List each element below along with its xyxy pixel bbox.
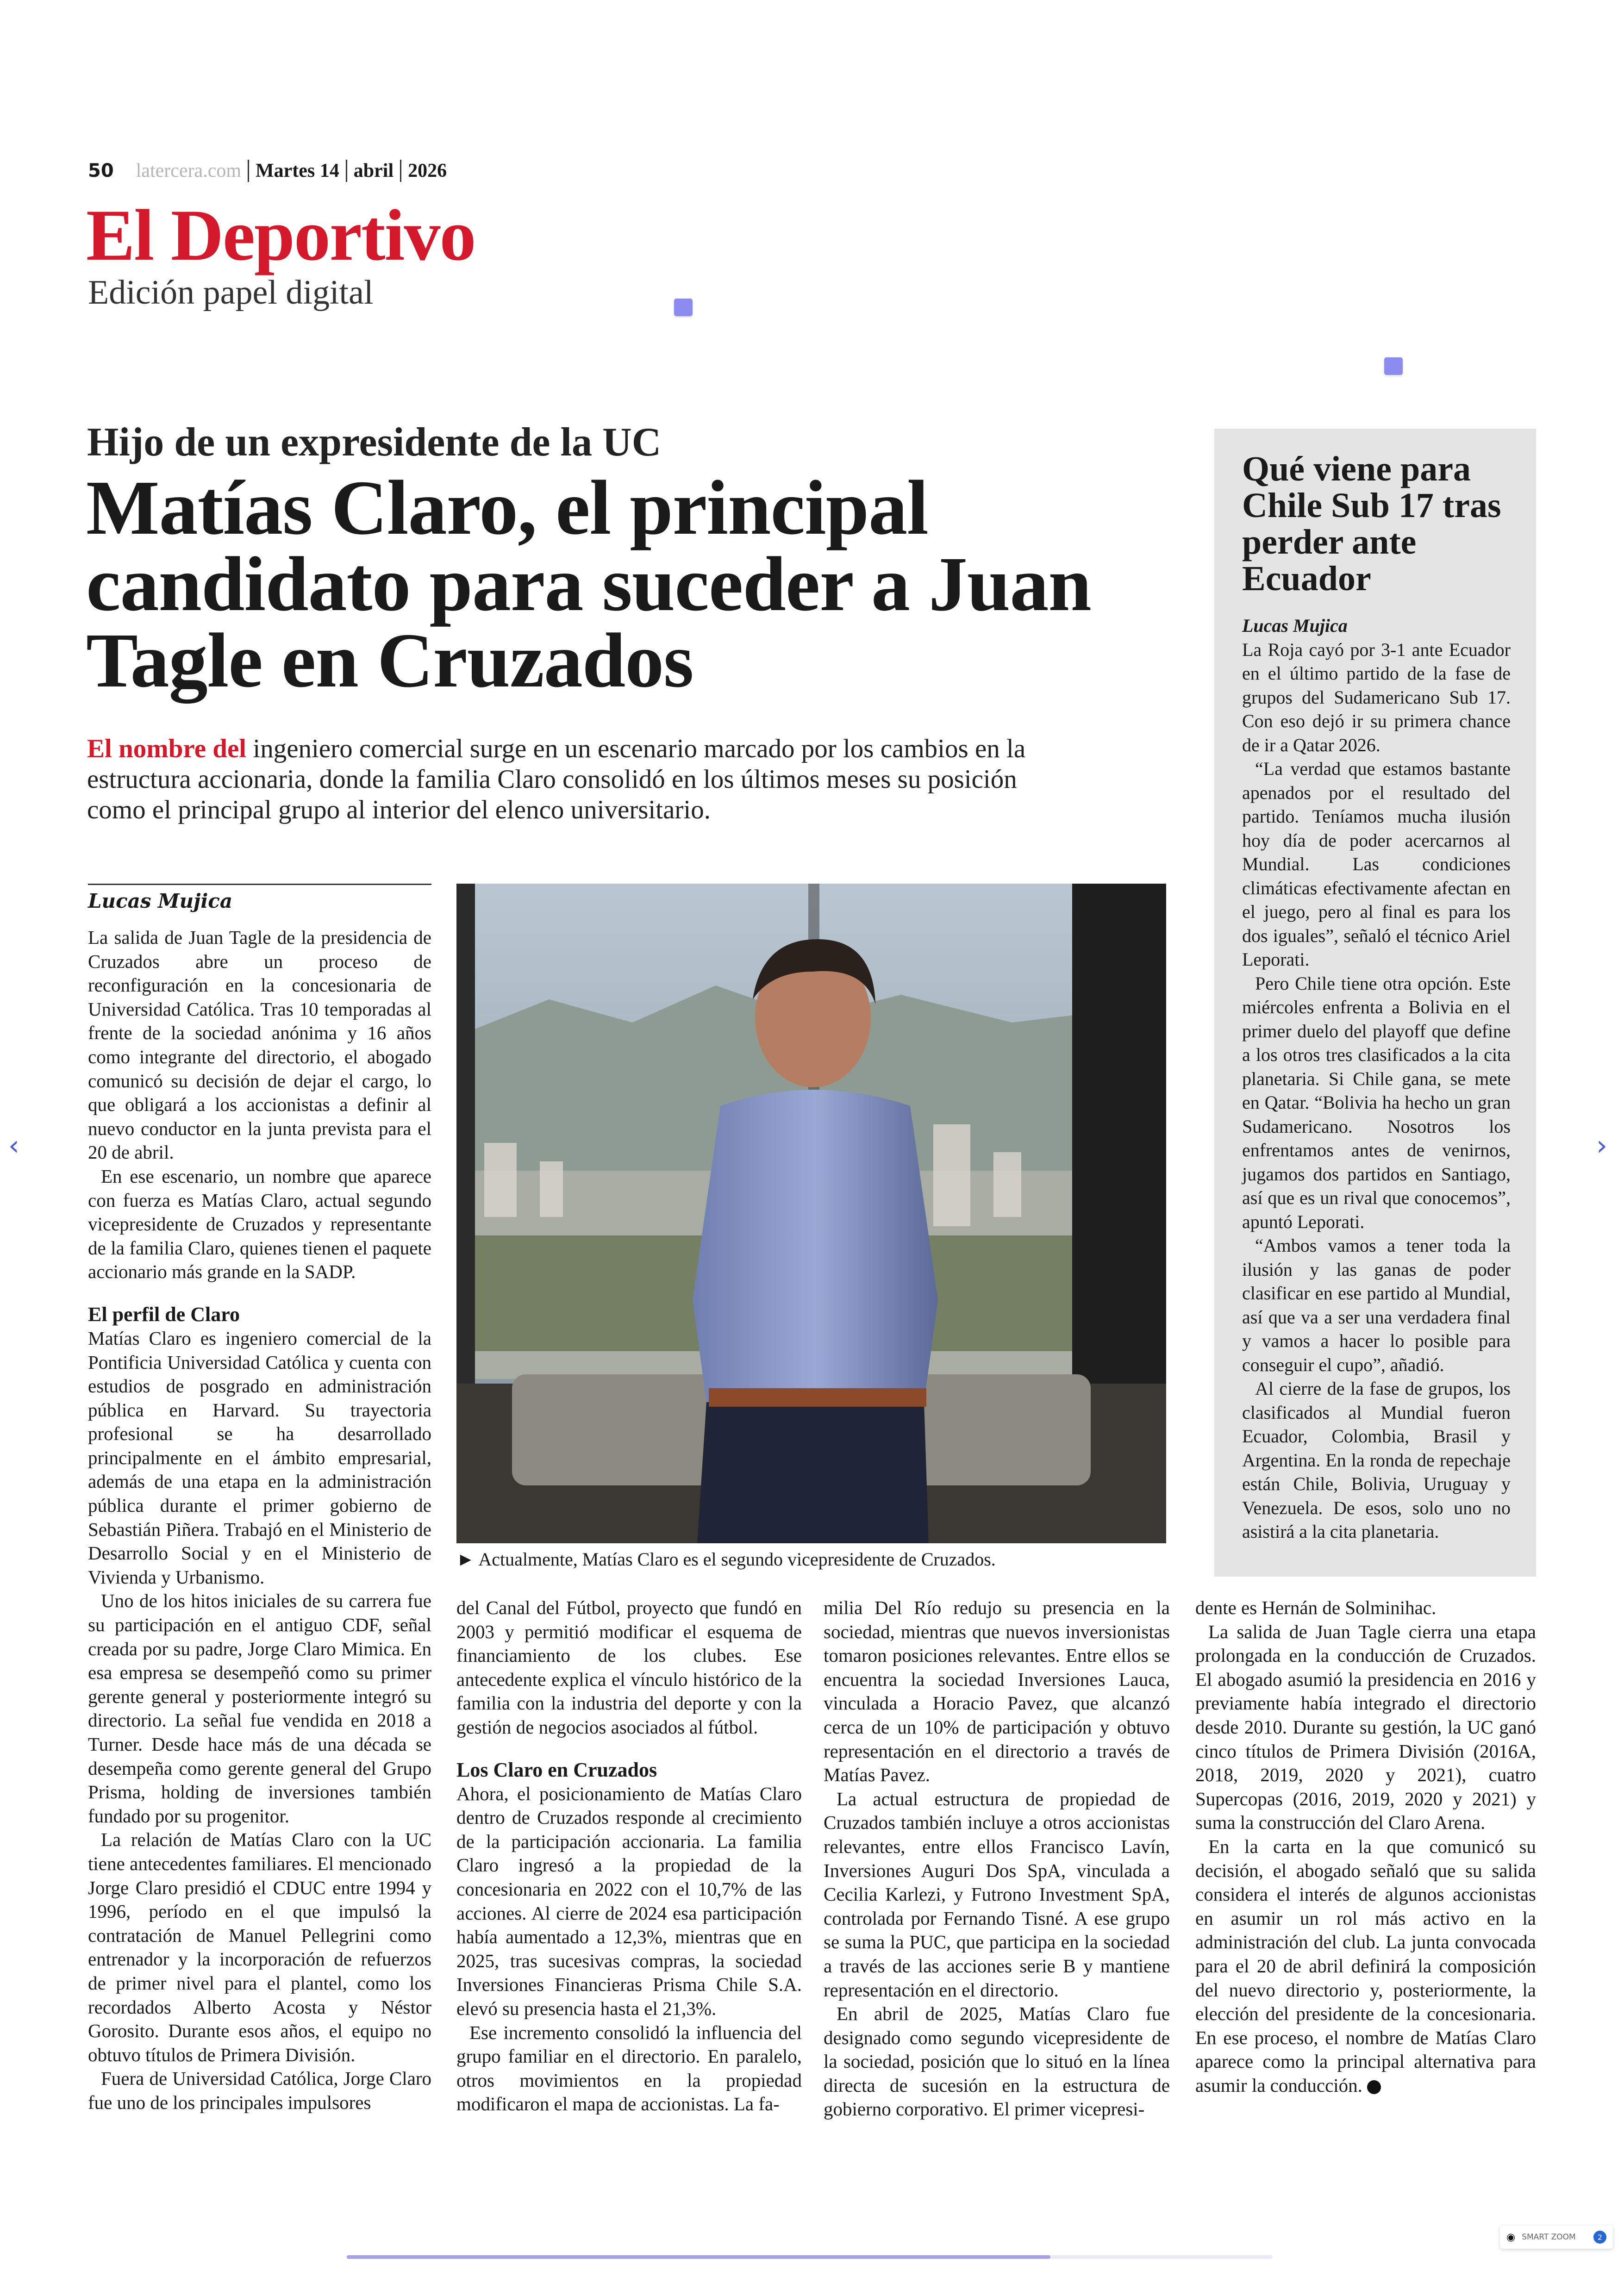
- paragraph: Ahora, el posicionamiento de Matías Claro dentro de Cruzados responde al crecimiento de la participación accionaria. La familia Claro ingresó a la propiedad de la concesionaria en 2022 con el 10,7% de las acciones. Al cierre de 2024 esa participación había aumentado a 12,3%, mientras que en 2025, tras sucesivas compras, la sociedad Inversiones Financieras Prisma Chile S.A. elevó su presencia hasta el 21,3%.: [456, 1783, 802, 2019]
- article-photo: [456, 884, 1166, 1543]
- sidebar-body: [1242, 614, 1511, 1544]
- paragraph: La salida de Juan Tagle cierra una etapa prolongada en la conducción de Cruzados. El abogado asumió la presidencia en 2016 y previamente había integrado el directorio desde 2010. Durante su gestión, la UC ganó cinco títulos de Primera División (2016A, 2018, 2019, 2020 y 2021), cuatro Supercopas (2016, 2019, 2020 y 2021) y suma la construcción del Claro Arena.: [1195, 1621, 1536, 1834]
- article-kicker: Hijo de un expresidente de la UC: [87, 420, 662, 465]
- paragraph: “La verdad que estamos bastante apenados por el resultado del partido. Teníamos mucha ilusión hoy día de poder acercarnos al Mundial. Las condiciones climáticas efectivamente afectan en el juego, pero al final es para los dos iguales”, señaló el técnico Ariel Leporati.: [1242, 758, 1511, 970]
- paragraph: Uno de los hitos iniciales de su carrera fue su participación en el antiguo CDF, señal creada por su padre, Jorge Claro Mimica. En esa empresa se desempeñó como su primer gerente general y posteriormente integró su directorio. La señal fue vendida en 2018 a Turner. Desde hace más de una década se desempeña como gerente general del Grupo Prisma, holding de inversiones también fundado por su progenitor.: [88, 1590, 431, 1827]
- paragraph-text: En la carta en la que comunicó su decisión, el abogado señaló que su salida considera el interés de algunos accionistas en asumir un rol más activo en la administración del club. La junta convocada para el 20 de abril definirá la composición del nuevo directorio y, posteriormente, la elección del presidente de la concesionaria. En ese proceso, el nombre de Matías Claro aparece como la principal alternativa para asumir la conducción.: [1195, 1835, 1536, 2096]
- deck-lead: El nombre del: [87, 734, 247, 763]
- sidebar-title: Qué viene para Chile Sub 17 tras perder ante Ecuador: [1242, 449, 1501, 598]
- photo-caption: ► Actualmente, Matías Claro es el segundo vicepresidente de Cruzados.: [456, 1549, 996, 1570]
- article-deck: [87, 734, 1050, 825]
- paragraph: Ese incremento consolidó la influencia del grupo familiar en el directorio. En paralelo, otros movimientos en la propiedad modificaron el mapa de accionistas. La fa-: [456, 2021, 802, 2115]
- deck-text: ingeniero comercial surge en un escenario marcado por los cambios en la estructura accionaria, donde la familia Claro consolidó en los últimos meses su posición como el principal grupo al interior del elenco universitario.: [87, 734, 1026, 824]
- sidebar-byline: Lucas Mujica: [1242, 615, 1348, 636]
- paragraph: Fuera de Universidad Católica, Jorge Claro fue uno de los principales impulsores: [88, 2068, 431, 2113]
- smart-zoom-label: SMART ZOOM: [1522, 2233, 1576, 2242]
- site-name: latercera.com: [136, 160, 249, 182]
- paragraph: En abril de 2025, Matías Claro fue designado como segundo vicepresidente de la sociedad, posición que lo situó en la línea directa de sucesión en la estructura de gobierno corporativo. El primer vicepresi-: [824, 2003, 1170, 2120]
- eye-icon: ◉: [1506, 2231, 1516, 2243]
- article-column-1: [88, 926, 431, 2115]
- article-column-2: [456, 1596, 802, 2116]
- section-logo: El Deportivo: [86, 195, 475, 276]
- sidebar-box: [1214, 429, 1536, 1577]
- article-byline: Lucas Mujica: [88, 884, 431, 912]
- article-column-4: [1195, 1596, 1536, 2097]
- chevron-right-icon[interactable]: ›: [1596, 1129, 1607, 1162]
- article-headline: Matías Claro, el principal candidato para suceder a Juan Tagle en Cruzados: [86, 465, 1091, 704]
- paragraph: La relación de Matías Claro con la UC tiene antecedentes familiares. El mencionado Jorge Claro presidió el CDUC entre 1994 y 1996, período en el que impulsó la contratación de Manuel Pellegrini como entrenador y la incorporación de refuerzos de primer nivel para el plantel, como los recordados Alberto Acosta y Néstor Gorosito. Durante esos años, el equipo no obtuvo títulos de Primera División.: [88, 1829, 431, 2065]
- date-month: abril: [347, 160, 401, 182]
- chevron-left-icon[interactable]: ‹: [8, 1129, 19, 1162]
- scrollbar-thumb[interactable]: [347, 2255, 1050, 2259]
- paragraph: Matías Claro es ingeniero comercial de la Pontificia Universidad Católica y cuenta con estudios de posgrado en administración pública en Harvard. Su trayectoria profesional se ha desarrollado principalmente en el ámbito empresarial, además de una etapa en la administración pública durante el primer gobierno de Sebastián Piñera. Trabajó en el Ministerio de Desarrollo Social y en el Ministerio de Vivienda y Urbanismo.: [88, 1327, 431, 1588]
- paragraph: “Ambos vamos a tener toda la ilusión y las ganas de poder clasificar en ese partido al Mundial, así que va a ser una verdadera final y vamos a hacer lo posible para conseguir el cupo”, añadió.: [1242, 1235, 1511, 1375]
- date-year: 2026: [408, 160, 447, 181]
- paragraph: dente es Hernán de Solminihac.: [1195, 1597, 1437, 1618]
- annotation-pin-icon[interactable]: [1384, 357, 1403, 375]
- subheading: Los Claro en Cruzados: [456, 1758, 657, 1781]
- smart-zoom-button[interactable]: [1500, 2226, 1613, 2249]
- folio: [88, 160, 453, 182]
- end-mark-icon: [1367, 2080, 1381, 2094]
- article-column-3: [824, 1596, 1170, 2121]
- page-number: 50: [88, 160, 114, 181]
- annotation-pin-icon[interactable]: [674, 299, 693, 316]
- date-day: Martes 14: [249, 160, 347, 182]
- paragraph: Al cierre de la fase de grupos, los clasificados al Mundial fueron Ecuador, Colombia, Brasil y Argentina. En la ronda de repechaje están Chile, Bolivia, Uruguay y Venezuela. De esos, solo uno no asistirá a la cita planetaria.: [1242, 1378, 1511, 1542]
- paragraph: La Roja cayó por 3-1 ante Ecuador en el último partido de la fase de grupos del Sudamericano Sub 17. Con eso dejó ir su primera chance de ir a Qatar 2026.: [1242, 639, 1511, 755]
- edition-label: Edición papel digital: [88, 274, 374, 312]
- portrait-image: [456, 884, 1166, 1543]
- paragraph: del Canal del Fútbol, proyecto que fundó en 2003 y permitió modificar el esquema de financiamiento de los clubes. Ese antecedente explica el vínculo histórico de la familia con la industria del deporte y con la gestión de negocios asociados al fútbol.: [456, 1597, 802, 1738]
- paragraph: La salida de Juan Tagle de la presidencia de Cruzados abre un proceso de reconfiguración en la concesionaria de Universidad Católica. Tras 10 temporadas al frente de la sociedad anónima y 16 años como integrante del directorio, el abogado comunicó su decisión de dejar el cargo, lo que obligará a los accionistas a definir al nuevo conductor en la junta prevista para el 20 de abril.: [88, 927, 431, 1163]
- paragraph: [1195, 1835, 1536, 2098]
- paragraph: Pero Chile tiene otra opción. Este miércoles enfrenta a Bolivia en el primer duelo del playoff que define a los otros tres clasificados a la cita planetaria. Si Chile gana, se mete en Qatar. “Bolivia ha hecho un gran Sudamericano. Nosotros los enfrentamos antes de venirnos, jugamos dos partidos en Santiago, así que es un rival que conocemos”, apuntó Leporati.: [1242, 973, 1511, 1232]
- paragraph: La actual estructura de propiedad de Cruzados también incluye a otros accionistas relevantes, entre ellos Francisco Lavín, Inversiones Auguri Dos SpA, vinculada a Cecilia Karlezi, y Futrono Investment SpA, controlada por Fernando Tisné. A ese grupo se suma la PUC, que participa en la sociedad a través de las acciones serie B y mantiene representación en el directorio.: [824, 1788, 1170, 2001]
- smart-zoom-count-badge: 2: [1593, 2231, 1606, 2244]
- paragraph: En ese escenario, un nombre que aparece con fuerza es Matías Claro, actual segundo vicepresidente de Cruzados y representante de la familia Claro, quienes tienen el paquete accionario más grande en la SADP.: [88, 1165, 431, 1283]
- subheading: El perfil de Claro: [88, 1303, 240, 1326]
- paragraph: milia Del Río redujo su presencia en la sociedad, mientras que nuevos inversionistas tomaron posiciones relevantes. Entre ellos se encuentra la sociedad Inversiones Lauca, vinculada a Horacio Pavez, que alcanzó cerca de un 10% de participación y obtuvo representación en el directorio a través de Matías Pavez.: [824, 1597, 1170, 1786]
